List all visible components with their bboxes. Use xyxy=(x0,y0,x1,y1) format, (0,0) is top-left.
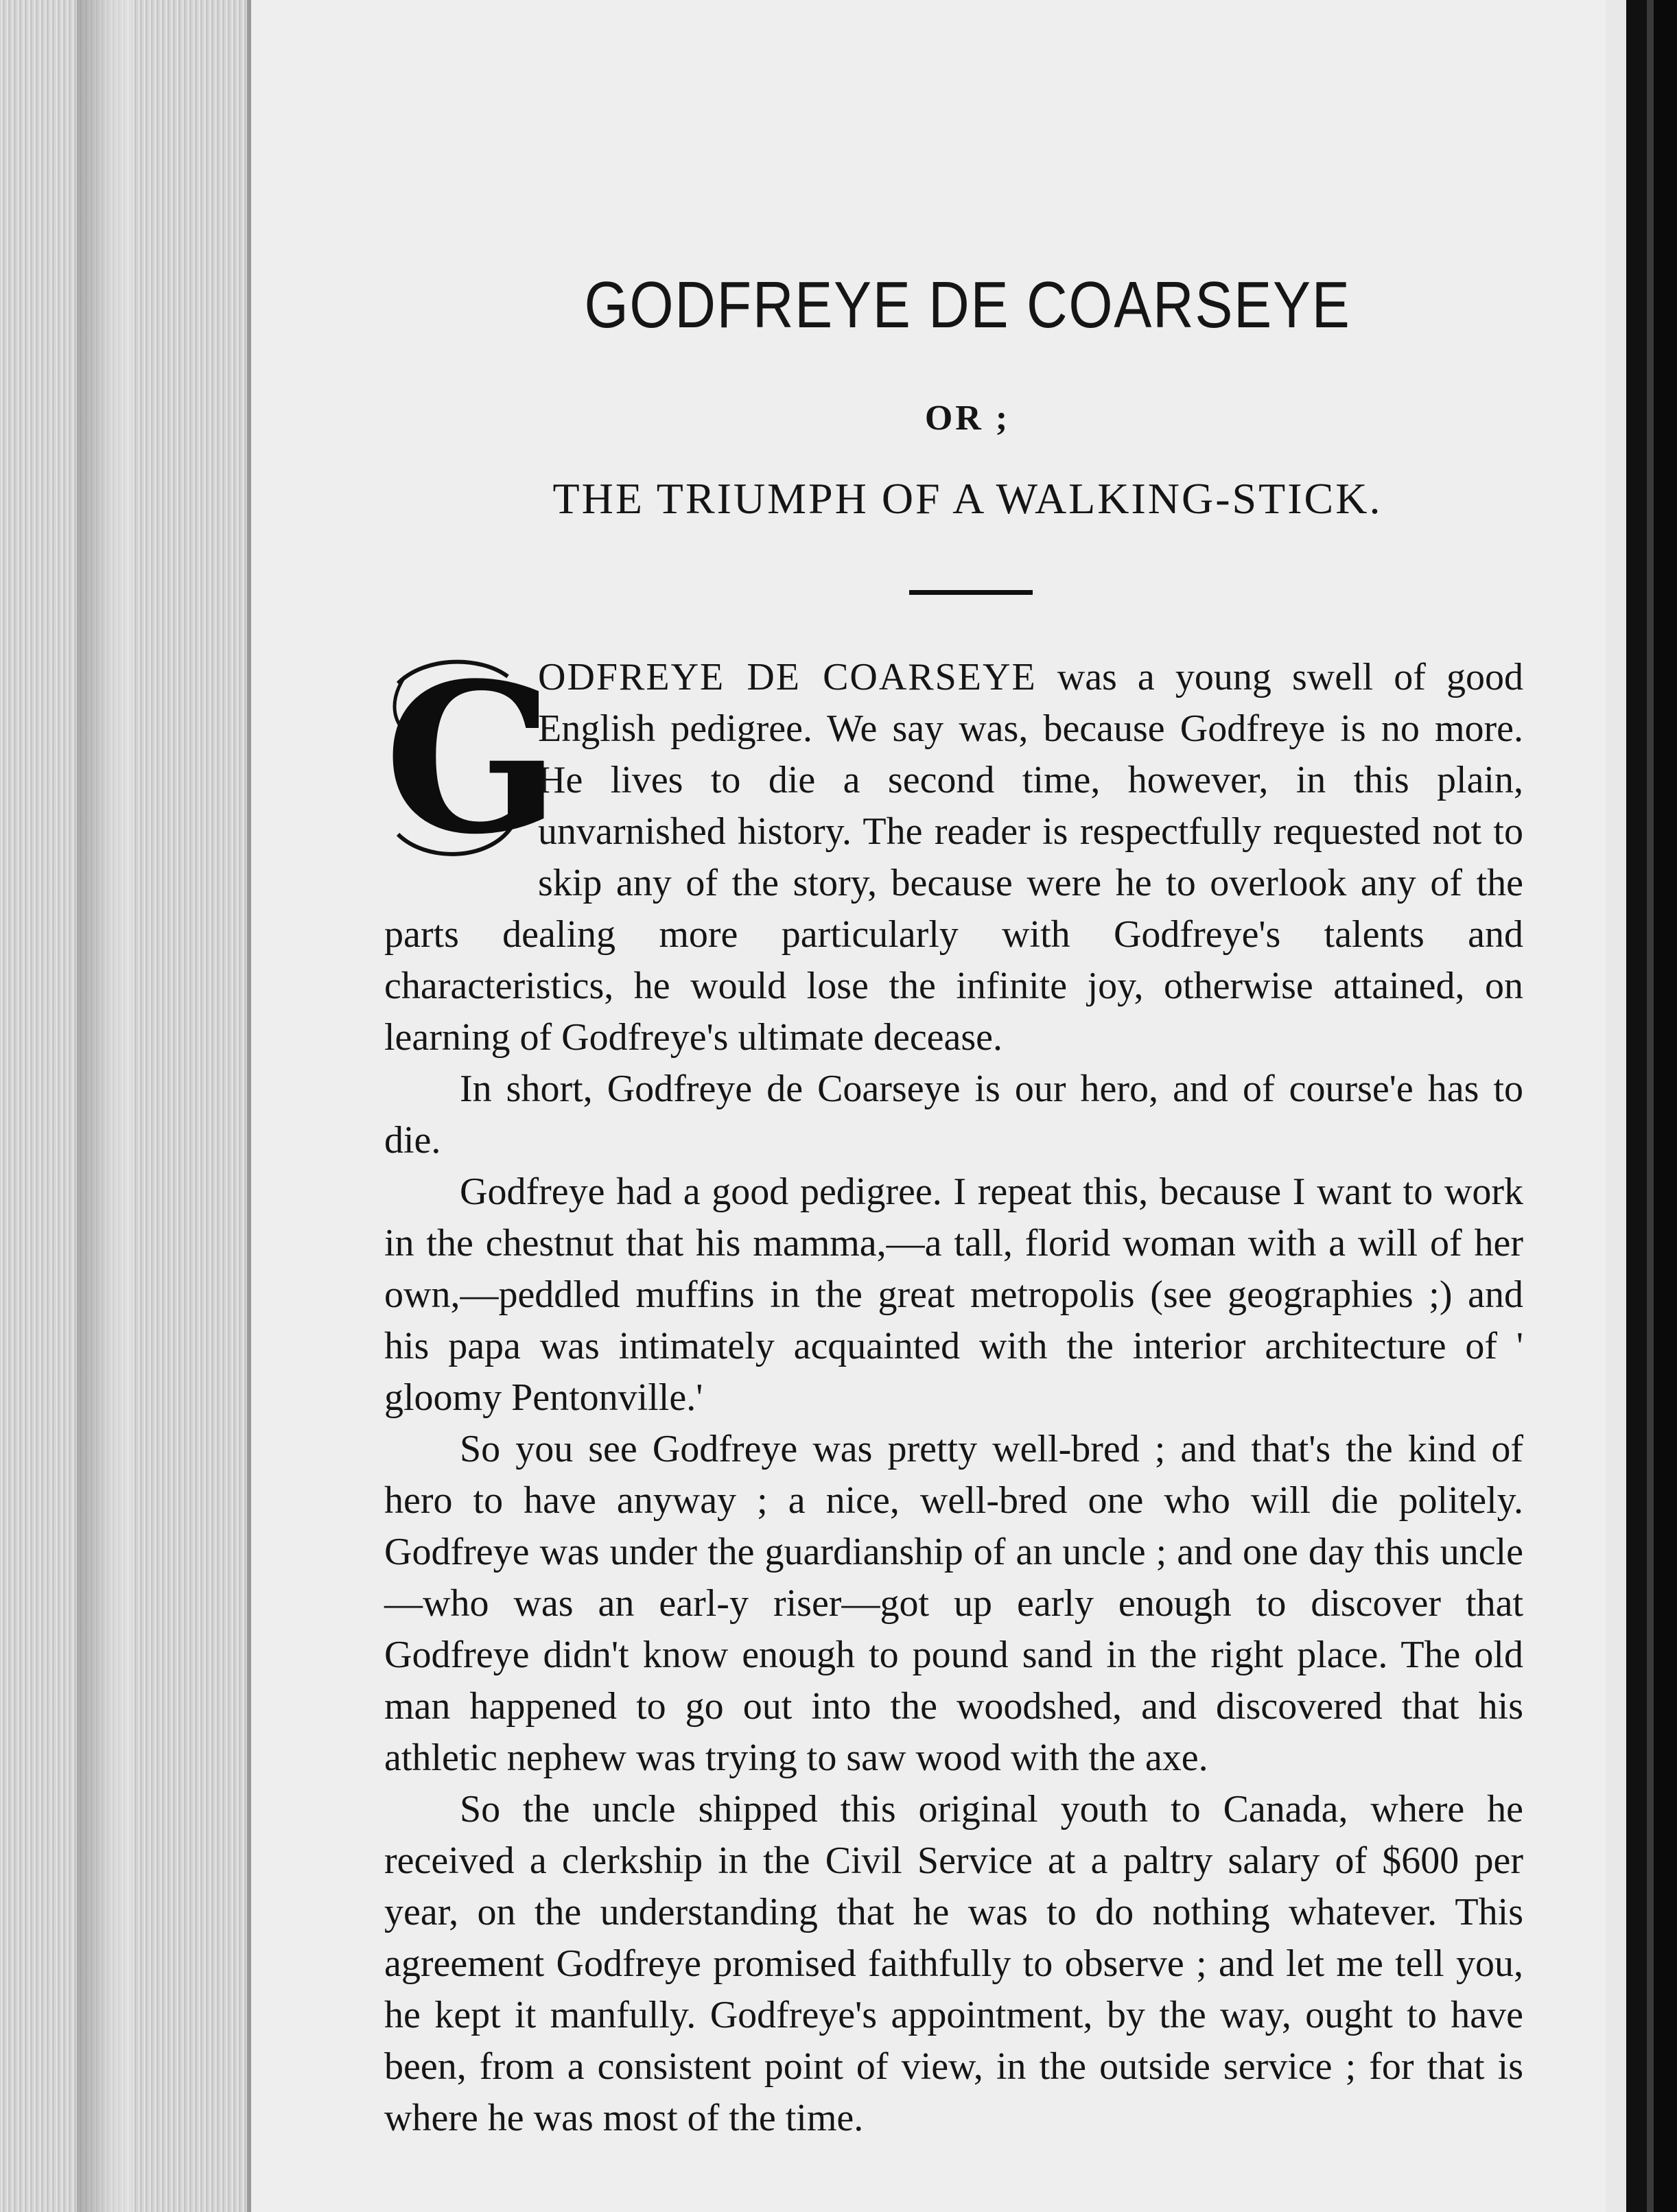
paragraph-4: So you see Godfreye was pretty well-bred ; and that's the kind of hero to have anyway ; a nice, well-bred one who will die politely. Godfreye was under the guardianship of an uncle ; and one day this uncle—who was an earl-y riser—got up early enough to discover that Godfreye didn't know enough to pound sand in the right place. The old man happened to go out into the woodshed, and discovered that his athletic nephew was trying to saw wood with the axe. xyxy=(384,1428,1523,1779)
paragraph-1 xyxy=(384,637,1523,1063)
paragraph-1-text: was a young swell of good English pedigree. We say was, because Godfreye is no more. He lives to die a second time, however, in this plain, unvarnished history. The reader is respectfully requested not to skip any of the story, because were he to overlook any of the parts dealing more particularly with Godfreye's talents and characteristics, he would lose the infinite joy, otherwise attained, on learning of Godfreye's ultimate decease. xyxy=(384,656,1523,1059)
spine-shadow xyxy=(77,0,132,2212)
story-text xyxy=(384,637,1523,2144)
title-rule xyxy=(909,590,1033,595)
paragraph-2: In short, Godfreye de Coarseye is our hero, and of course'e has to die. xyxy=(384,1068,1523,1162)
opening-caps: ODFREYE DE COARSEYE xyxy=(538,656,1037,698)
page-subtitle: THE TRIUMPH OF A WALKING-STICK. xyxy=(552,474,1383,523)
paragraph-5: So the uncle shipped this original youth to Canada, where he received a clerkship in the Civil Service at a paltry salary of $600 per year, on the understanding that he was to do nothing whatever. This agreement Godfreye promised faithfully to observe ; and let me tell you, he kept it manfully. Godfreye's appointment, by the way, ought to have been, from a consistent point of view, in the outside service ; for that is where he was most of the time. xyxy=(384,1788,1523,2139)
page-title: GODFREYE DE COARSEYE xyxy=(584,268,1351,342)
dropcap-letter: G xyxy=(384,637,561,880)
paragraph-3: Godfreye had a good pedigree. I repeat this, because I want to work in the chestnut that his mamma,—a tall, florid woman with a will of her own,—peddled muffins in the great metropolis (see geographies ;) and his papa was intimately acquainted with the interior architecture of ' gloomy Pentonville.' xyxy=(384,1170,1523,1419)
title-or: OR ; xyxy=(924,399,1011,438)
book-cover-edge xyxy=(1606,0,1677,2212)
ornamental-dropcap xyxy=(384,637,561,880)
